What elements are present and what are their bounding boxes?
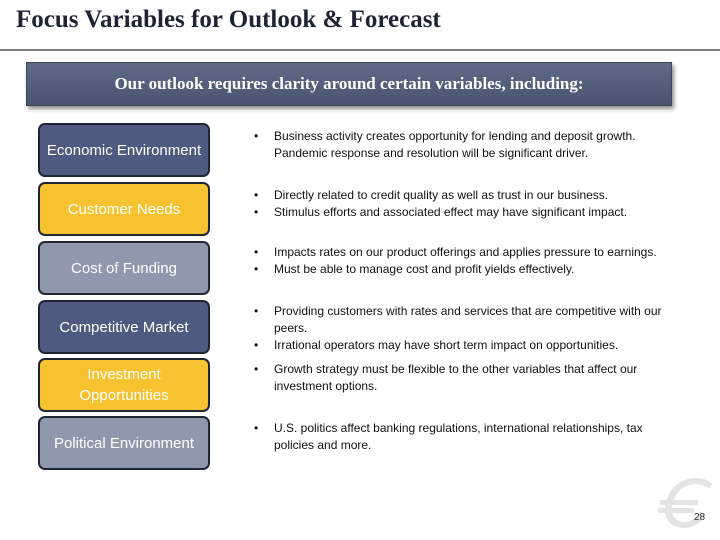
- variable-label: Competitive Market: [59, 318, 189, 336]
- slide-title: Focus Variables for Outlook & Forecast: [16, 6, 441, 33]
- banner-text: Our outlook requires clarity around certain variables, including:: [114, 74, 584, 93]
- bank-logo-icon: [656, 474, 716, 532]
- bullet-item: • Directly related to credit quality as well as trust in our business.: [254, 187, 684, 204]
- bullet-item: • Irrational operators may have short term impact on opportunities.: [254, 337, 684, 354]
- bullet-item: • Providing customers with rates and services that are competitive with our peers.: [254, 303, 684, 337]
- variable-box-economic-environment: [38, 123, 210, 177]
- variable-label: Economic Environment: [46, 141, 202, 159]
- bullet-list-cost-of-funding: [254, 244, 684, 278]
- variable-label: Investment Opportunities: [79, 366, 169, 404]
- bullet-list-competitive-market: [254, 303, 684, 354]
- bullet-list-political-environment: [254, 420, 684, 454]
- variable-box-political-environment: [38, 416, 210, 470]
- page-number: 28: [694, 512, 706, 523]
- bullet-item: • Must be able to manage cost and profit yields effectively.: [254, 261, 684, 278]
- bullet-list-customer-needs: [254, 187, 684, 221]
- variable-box-customer-needs: [38, 182, 210, 236]
- bullet-item: • Stimulus efforts and associated effect may have significant impact.: [254, 204, 684, 221]
- variable-box-cost-of-funding: [38, 241, 210, 295]
- bullet-item: • Impacts rates on our product offerings and applies pressure to earnings.: [254, 244, 684, 261]
- banner: [26, 62, 672, 106]
- variable-box-investment-opportunities: [38, 358, 210, 412]
- variable-label: Customer Needs: [67, 200, 181, 218]
- variable-label: Political Environment: [53, 434, 195, 452]
- bullet-list-investment-opportunities: [254, 361, 684, 395]
- bullet-list-economic-environment: [254, 128, 684, 162]
- variable-label: Cost of Funding: [71, 259, 177, 277]
- bullet-item: • Growth strategy must be flexible to the other variables that affect our investment options.: [254, 361, 684, 395]
- title-divider: [0, 49, 720, 51]
- bullet-item: • Business activity creates opportunity for lending and deposit growth. Pandemic response and resolution will be significant driver.: [254, 128, 684, 162]
- bullet-item: • U.S. politics affect banking regulations, international relationships, tax policies and more.: [254, 420, 684, 454]
- variable-box-competitive-market: [38, 300, 210, 354]
